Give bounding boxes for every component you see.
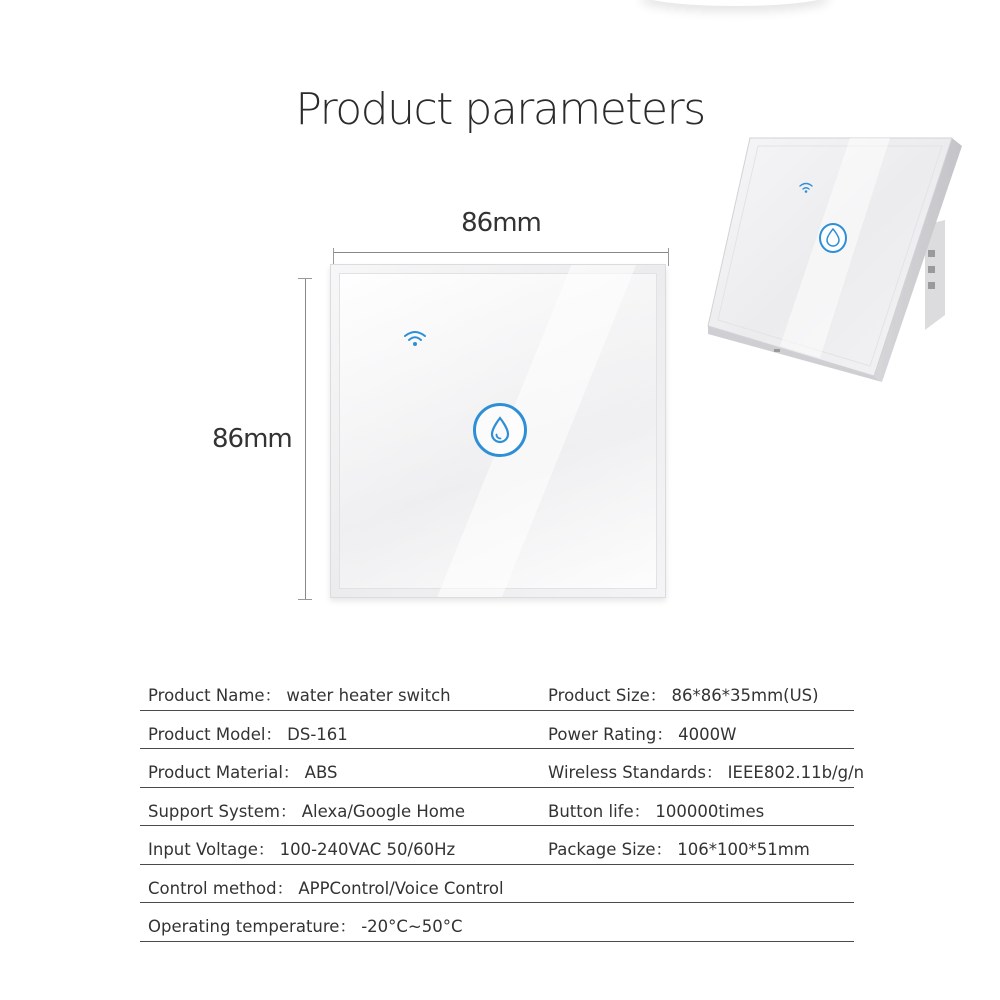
spec-product-material: Product Material： ABS bbox=[148, 763, 338, 782]
decorative-shadow bbox=[640, 0, 830, 6]
table-row bbox=[140, 711, 854, 750]
water-drop-touch-button bbox=[820, 224, 846, 252]
spec-product-name: Product Name： water heater switch bbox=[148, 686, 451, 705]
water-drop-touch-button bbox=[473, 403, 527, 457]
height-dimension-line bbox=[298, 278, 312, 600]
spec-button-life: Button life： 100000times bbox=[548, 801, 765, 821]
table-row bbox=[140, 826, 854, 865]
spec-power-rating: Power Rating： 4000W bbox=[548, 724, 737, 744]
wifi-icon bbox=[403, 329, 427, 347]
spec-table bbox=[140, 672, 865, 942]
spec-input-voltage: Input Voltage： 100-240VAC 50/60Hz bbox=[148, 840, 456, 859]
height-dimension-label: 86mm bbox=[212, 424, 292, 454]
switch-angled-view bbox=[700, 130, 980, 390]
spec-package-size: Package Size： 106*100*51mm bbox=[548, 840, 810, 859]
table-row bbox=[140, 788, 854, 827]
switch-front-view bbox=[330, 264, 666, 598]
spec-product-size: Product Size： 86*86*35mm(US) bbox=[548, 686, 819, 705]
width-dimension-label: 86mm bbox=[461, 208, 541, 238]
spec-wireless-standards: Wireless Standards： IEEE802.11b/g/n bbox=[548, 763, 865, 782]
spec-product-model: Product Model： DS-161 bbox=[148, 724, 348, 744]
spec-operating-temperature: Operating temperature： -20°C~50°C bbox=[148, 917, 463, 936]
table-row bbox=[140, 865, 854, 904]
table-row bbox=[140, 749, 865, 788]
spec-control-method: Control method： APPControl/Voice Control bbox=[148, 878, 504, 898]
water-drop-icon bbox=[489, 416, 511, 444]
page-title: Product parameters bbox=[295, 84, 705, 135]
spec-support-system: Support System： Alexa/Google Home bbox=[148, 801, 466, 821]
table-row bbox=[140, 903, 854, 942]
table-row bbox=[140, 672, 854, 711]
